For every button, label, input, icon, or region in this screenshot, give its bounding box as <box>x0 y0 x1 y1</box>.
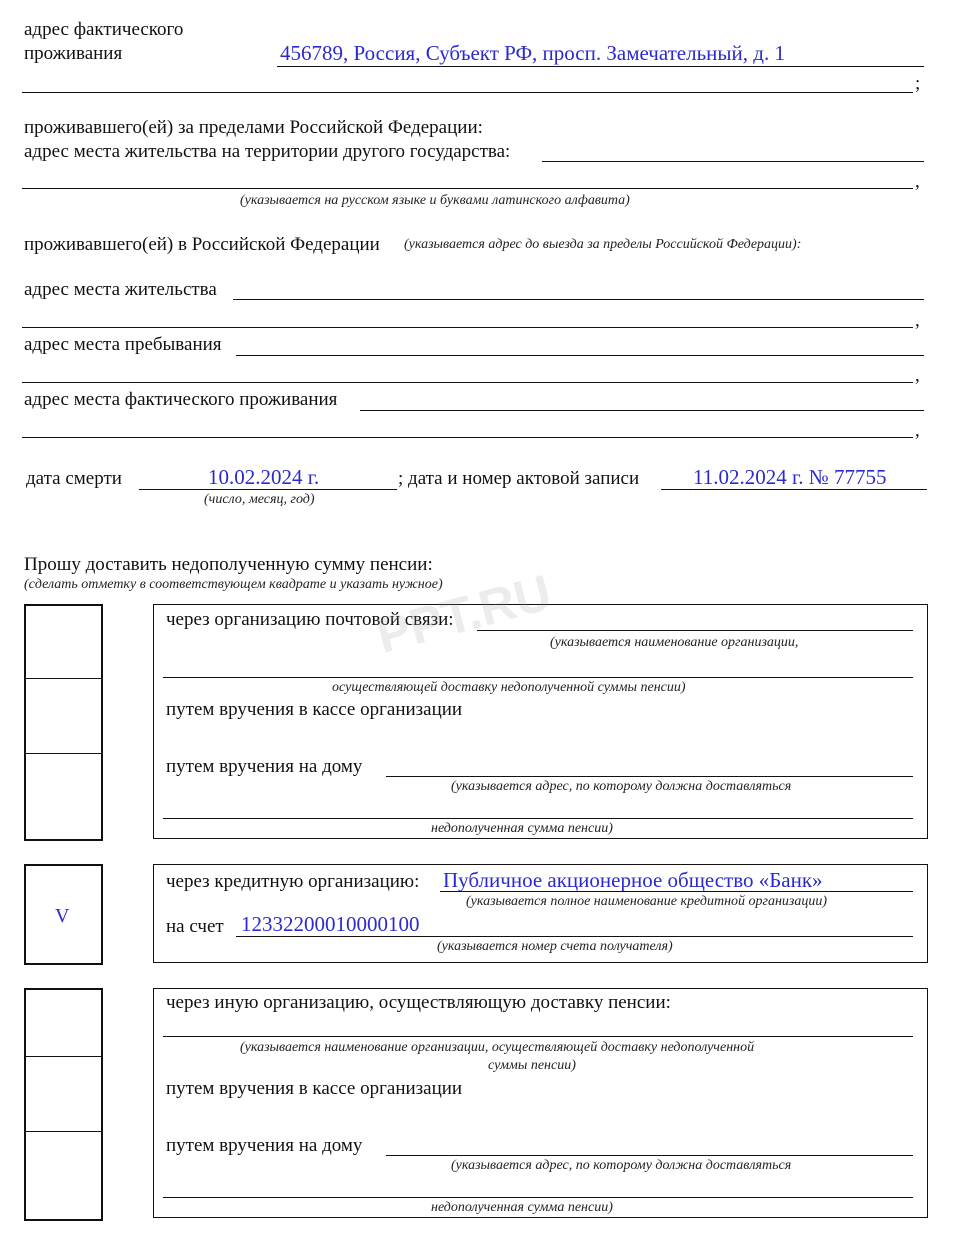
other-org-hint: (указывается наименование организации, осуществляющей доставку недополученной <box>240 1040 755 1055</box>
abroad-address-label: адрес места жительства на территории другого государства: <box>24 141 511 162</box>
record-line <box>661 489 927 490</box>
postal-home-hint-2: недополученная сумма пенсии) <box>431 821 613 836</box>
postal-org-hint: (указывается наименование организации, <box>550 635 799 650</box>
credit-account-value[interactable]: 12332200010000100 <box>241 912 420 936</box>
abroad-address-line[interactable] <box>542 161 924 162</box>
postal-cashdesk-checkbox[interactable] <box>26 679 101 753</box>
postal-frame <box>153 604 928 839</box>
request-title: Прошу доставить недополученную сумму пенсии: <box>24 554 433 575</box>
credit-checkbox[interactable] <box>24 864 103 965</box>
residence-line-2[interactable] <box>22 327 913 328</box>
actual-residence-label-2: проживания <box>24 43 123 64</box>
other-home-checkbox[interactable] <box>26 1132 101 1218</box>
record-label: ; дата и номер актовой записи <box>398 468 640 489</box>
actual-address-line-2[interactable] <box>22 437 913 438</box>
death-date-value[interactable]: 10.02.2024 г. <box>208 465 320 489</box>
other-home-label: путем вручения на дому <box>166 1135 363 1156</box>
other-via-checkbox[interactable] <box>26 990 101 1056</box>
death-date-line <box>139 489 397 490</box>
stay-comma: , <box>915 365 920 386</box>
other-cashdesk-checkbox[interactable] <box>26 1057 101 1131</box>
abroad-address-line-2[interactable] <box>22 188 913 189</box>
postal-cashdesk-label: путем вручения в кассе организации <box>166 699 463 720</box>
other-cashdesk-label: путем вручения в кассе организации <box>166 1078 463 1099</box>
residence-comma: , <box>915 310 920 331</box>
other-home-line[interactable] <box>386 1155 913 1156</box>
postal-home-hint: (указывается адрес, по которому должна доставляться <box>451 779 792 794</box>
postal-home-label: путем вручения на дому <box>166 756 363 777</box>
postal-org-line-2[interactable] <box>163 677 913 678</box>
other-home-hint-2: недополученная сумма пенсии) <box>431 1200 613 1215</box>
credit-account-label: на счет <box>166 916 224 937</box>
other-home-line-2[interactable] <box>163 1197 913 1198</box>
other-org-line[interactable] <box>163 1036 913 1037</box>
actual-address-line[interactable] <box>360 410 924 411</box>
actual-residence-semicolon: ; <box>915 73 921 94</box>
residence-line[interactable] <box>233 299 924 300</box>
actual-residence-line-2 <box>22 92 913 93</box>
postal-via-label: через организацию почтовой связи: <box>166 609 454 630</box>
watermark: PPT.RU <box>370 563 558 665</box>
credit-org-line <box>440 891 913 892</box>
postal-home-checkbox[interactable] <box>26 754 101 838</box>
request-hint: (сделать отметку в соответствующем квадрате и указать нужное) <box>24 577 443 592</box>
other-org-hint-2: суммы пенсии) <box>488 1058 576 1073</box>
death-date-hint: (число, месяц, год) <box>204 492 315 507</box>
other-frame <box>153 988 928 1218</box>
record-value[interactable]: 11.02.2024 г. № 77755 <box>693 465 887 489</box>
abroad-hint: (указывается на русском языке и буквами латинского алфавита) <box>240 193 630 208</box>
actual-address-comma: , <box>915 420 920 441</box>
actual-residence-line <box>277 66 924 67</box>
postal-via-checkbox[interactable] <box>26 606 101 678</box>
credit-account-line <box>236 936 913 937</box>
residence-label: адрес места жительства <box>24 279 217 300</box>
abroad-heading: проживавшего(ей) за пределами Российской Федерации: <box>24 117 483 138</box>
stay-line-2[interactable] <box>22 382 913 383</box>
postal-org-hint-2: осуществляющей доставку недополученной суммы пенсии) <box>332 680 686 695</box>
stay-line[interactable] <box>236 355 924 356</box>
stay-label: адрес места пребывания <box>24 334 222 355</box>
postal-home-line-2[interactable] <box>163 818 913 819</box>
in-russia-heading-hint: (указывается адрес до выезда за пределы Российской Федерации): <box>404 237 802 252</box>
other-home-hint: (указывается адрес, по которому должна доставляться <box>451 1158 792 1173</box>
postal-org-line[interactable] <box>477 630 913 631</box>
credit-org-value[interactable]: Публичное акционерное общество «Банк» <box>443 868 823 892</box>
credit-via-label: через кредитную организацию: <box>166 871 420 892</box>
abroad-comma: , <box>915 171 920 192</box>
credit-check-mark: V <box>55 905 70 927</box>
actual-address-label: адрес места фактического проживания <box>24 389 338 410</box>
credit-org-hint: (указывается полное наименование кредитной организации) <box>466 894 828 909</box>
actual-residence-label-1: адрес фактического <box>24 19 184 40</box>
in-russia-heading: проживавшего(ей) в Российской Федерации <box>24 234 380 255</box>
death-date-label: дата смерти <box>26 468 122 489</box>
postal-home-line[interactable] <box>386 776 913 777</box>
credit-account-hint: (указывается номер счета получателя) <box>437 939 673 954</box>
other-via-label: через иную организацию, осуществляющую доставку пенсии: <box>166 992 671 1013</box>
actual-residence-value[interactable]: 456789, Россия, Субъект РФ, просп. Замечательный, д. 1 <box>280 41 785 65</box>
